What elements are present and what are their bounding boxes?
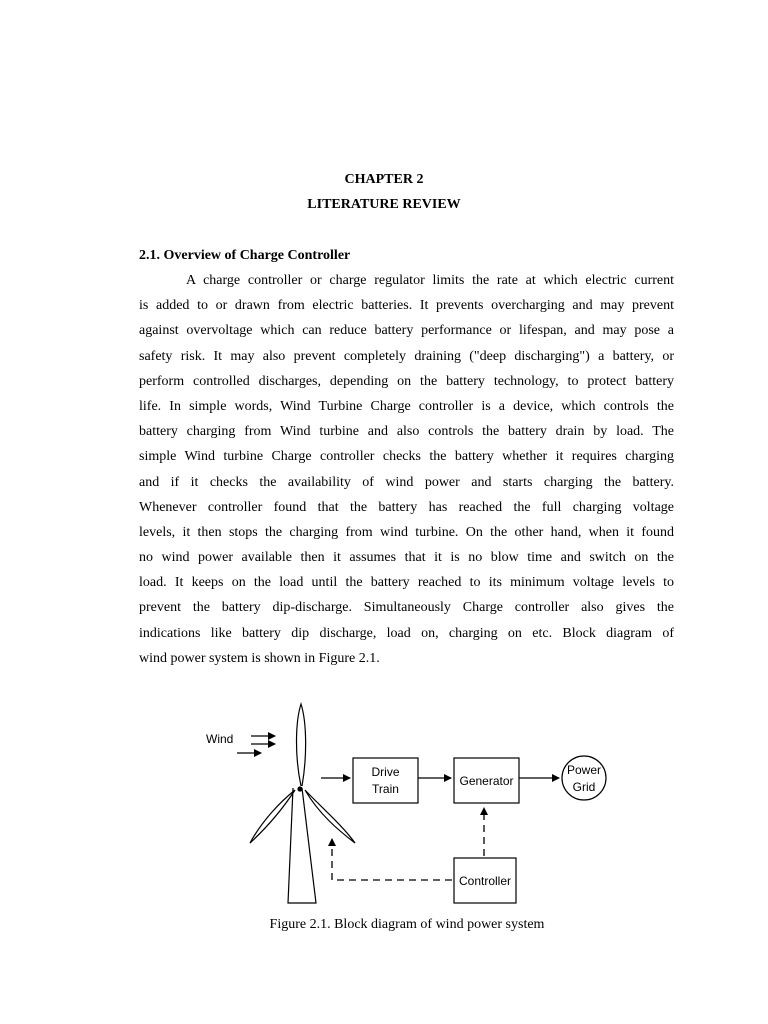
paragraph-line: and if it checks the availability of wind power and starts charging the battery. (139, 474, 674, 490)
paragraph-line: life. In simple words, Wind Turbine Charge controller is a device, which controls the (139, 398, 674, 414)
controller-block (454, 858, 516, 903)
power-grid-node (562, 756, 606, 800)
wind-arrows-icon (237, 736, 275, 753)
power-grid-label-line2: Grid (572, 780, 596, 794)
generator-block (454, 758, 519, 803)
power-grid-label-line1: Power (566, 763, 602, 777)
wind-label: Wind (206, 732, 234, 746)
section-paragraph (139, 268, 674, 671)
paragraph-line: levels, it then stops the charging from wind turbine. On the other hand, when it found (139, 524, 674, 540)
wind-turbine-icon (250, 704, 355, 903)
paragraph-line: simple Wind turbine Charge controller checks the battery whether it requires charging (139, 449, 674, 465)
figure-caption: Figure 2.1. Block diagram of wind power system (269, 917, 545, 932)
section-heading: 2.1. Overview of Charge Controller (139, 248, 351, 263)
paragraph-line: perform controlled discharges, depending on the battery technology, to protect battery (139, 373, 674, 389)
paragraph-line: load. It keeps on the load until the battery reached to its minimum voltage levels to (139, 575, 674, 591)
paragraph-line: battery charging from Wind turbine and also controls the battery drain by load. The (139, 424, 674, 440)
paragraph-line: wind power system is shown in Figure 2.1. (139, 650, 380, 666)
drive-train-label-line1: Drive (371, 765, 400, 779)
chapter-number: CHAPTER 2 (344, 172, 424, 187)
drive-train-label-line2: Train (372, 782, 399, 796)
generator-label: Generator (459, 774, 514, 788)
paragraph-line: is added to or drawn from electric batteries. It prevents overcharging and may prevent (139, 298, 674, 314)
controller-to-turbine-dashed-arrow (332, 839, 452, 880)
drive-train-block (353, 758, 418, 803)
paragraph-line: no wind power available then it assumes that it is no blow time and switch on the (139, 550, 674, 566)
chapter-title: LITERATURE REVIEW (307, 197, 461, 212)
wind-power-block-diagram (195, 698, 615, 910)
paragraph-line: prevent the battery dip-discharge. Simultaneously Charge controller also gives the (139, 600, 674, 616)
paragraph-line: against overvoltage which can reduce battery performance or lifespan, and may pose a (139, 323, 674, 339)
paragraph-line: Whenever controller found that the battery has reached the full charging voltage (139, 499, 674, 515)
paragraph-line: safety risk. It may also prevent completely draining ("deep discharging") a battery, or (139, 348, 674, 364)
paragraph-line: A charge controller or charge regulator limits the rate at which electric current (186, 273, 674, 288)
paragraph-line: indications like battery dip discharge, load on, charging on etc. Block diagram of (139, 625, 674, 641)
controller-label: Controller (458, 874, 512, 888)
